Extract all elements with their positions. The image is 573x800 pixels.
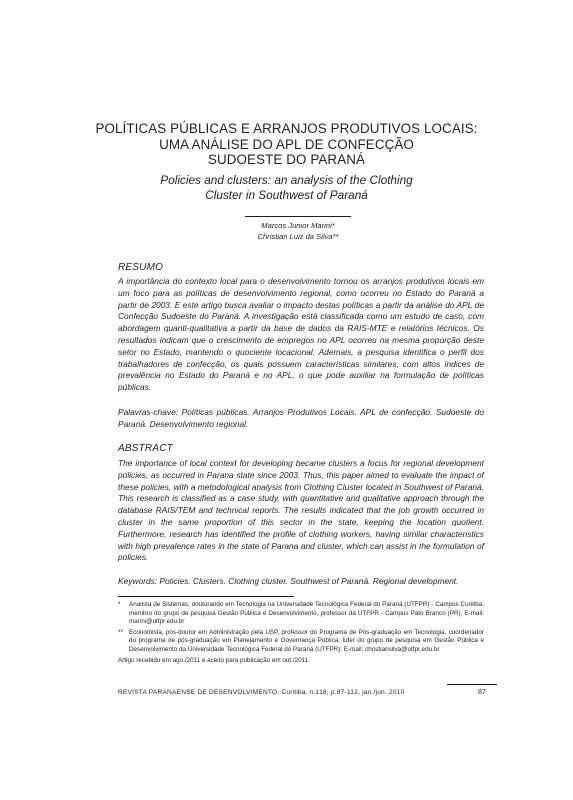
footnote-divider xyxy=(118,596,294,597)
footnote-text: Economista, pós-doutor em Administração pela USP, professor do Programa de Pós-graduação em Tecnologia, coordenador do programa de pós-graduação em Planejamento e Governança Pública, líder do grupo de pesquisa em Gestão Pública e Desenvolvimento da Universidade Tecnológica Federal do Paraná (UTFPR). E-mail: christiansilva@utfpr.edu.br xyxy=(129,628,484,653)
received-note: Artigo recebido em ago./2011 e aceito para publicação em out./2011. xyxy=(118,656,310,664)
journal-footer: REVISTA PARANAENSE DE DESENVOLVIMENTO, Curitiba, n.118, p.87-112, jan./jun. 2010 xyxy=(118,689,405,696)
resumo-heading: RESUMO xyxy=(118,262,164,273)
author-divider xyxy=(245,216,351,217)
title-line: POLÍTICAS PÚBLICAS E ARRANJOS PRODUTIVOS LOCAIS: xyxy=(95,121,478,136)
paper-title xyxy=(60,121,513,168)
resumo-text: A importância do contexto local para o desenvolvimento tornou os arranjos produtivos locais em um foco para as políticas de desenvolvimento regional, como ocorreu no Estado do Paraná a partir de 2003. E este artigo busca avaliar o impacto destas políticas a partir da análise do APL de Confecção Sudoeste do Paraná. A investigação está classificada como um estudo de caso, com abordagem quanti-qualitativa a partir da base de dados da RAIS-MTE e relatórios técnicos. Os resultados indicam que o crescimento de empregos no APL ocorreu na mesma proporção deste setor no Estado, mantendo o quociente locacional. Ademais, a pesquisa identifica o perfil dos trabalhadores de confecção, os quais possuem características similares, com altos índices de prevalência no Estado do Paraná e no APL, o que pode auxiliar na formulação de políticas públicas. xyxy=(118,276,484,393)
author-name: Marcos Junior Marini* xyxy=(261,221,335,230)
footnote xyxy=(118,629,484,655)
page-number: 87 xyxy=(478,689,486,696)
title-line: SUDOESTE DO PARANÁ xyxy=(207,152,366,167)
resumo-keywords: Palavras-chave: Políticas públicas. Arranjos Produtivos Locais. APL de confecção. Sudoeste do Paraná. Desenvolvimento regional. xyxy=(118,407,484,429)
footnote-mark: * xyxy=(118,601,121,608)
footnote xyxy=(118,601,484,627)
footnotes xyxy=(118,601,484,665)
abstract-text: The importance of local context for developing became clusters a focus for regional development policies, as occurred in Parana state since 2003. Thus, this paper aimed to evaluate the impact of these policies, with a metodological analysis from Clothing Cluster located in Southwest of Paraná. This research is classified as a case study, with quantitative and qualitative approach through the database RAIS/TEM and technical reports. The results indicated that the job growth occurred in cluster in the same proportion of this sector in the state, keeping the location quotient. Furthermore, research has identified the profile of clothing workers, having similar characteristics with high prevalence rates in the state of Parana and cluster, which can assist in the formulation of policies. xyxy=(118,458,484,563)
subtitle-line: Policies and clusters: an analysis of the Clothing xyxy=(160,173,413,187)
author-name: Christian Luiz da Silva** xyxy=(257,231,339,241)
abstract-keywords: Keywords: Policies. Clusters. Clothing cluster. Southwest of Paraná. Regional development. xyxy=(118,576,459,586)
subtitle-line: Cluster in Southwest of Paraná xyxy=(205,188,368,202)
abstract-heading: ABSTRACT xyxy=(118,443,173,454)
english-title xyxy=(60,173,513,203)
footnote-text: Analista de Sistemas, doutorando em Tecnologia na Universidade Tecnológica Federal do Paraná (UTFPR) - Campus Curitiba, membro do grupo de pesquisa Gestão Pública e Desenvolvimento, professor da UTFPR - Campus Pato Branco (PR). E-mail: marini@utfpr.edu.br xyxy=(129,601,484,626)
footer-rule xyxy=(447,684,497,685)
footnote-mark: ** xyxy=(118,628,123,636)
author-list xyxy=(200,221,396,242)
title-line: UMA ANÁLISE DO APL DE CONFECÇÃO xyxy=(159,136,414,152)
